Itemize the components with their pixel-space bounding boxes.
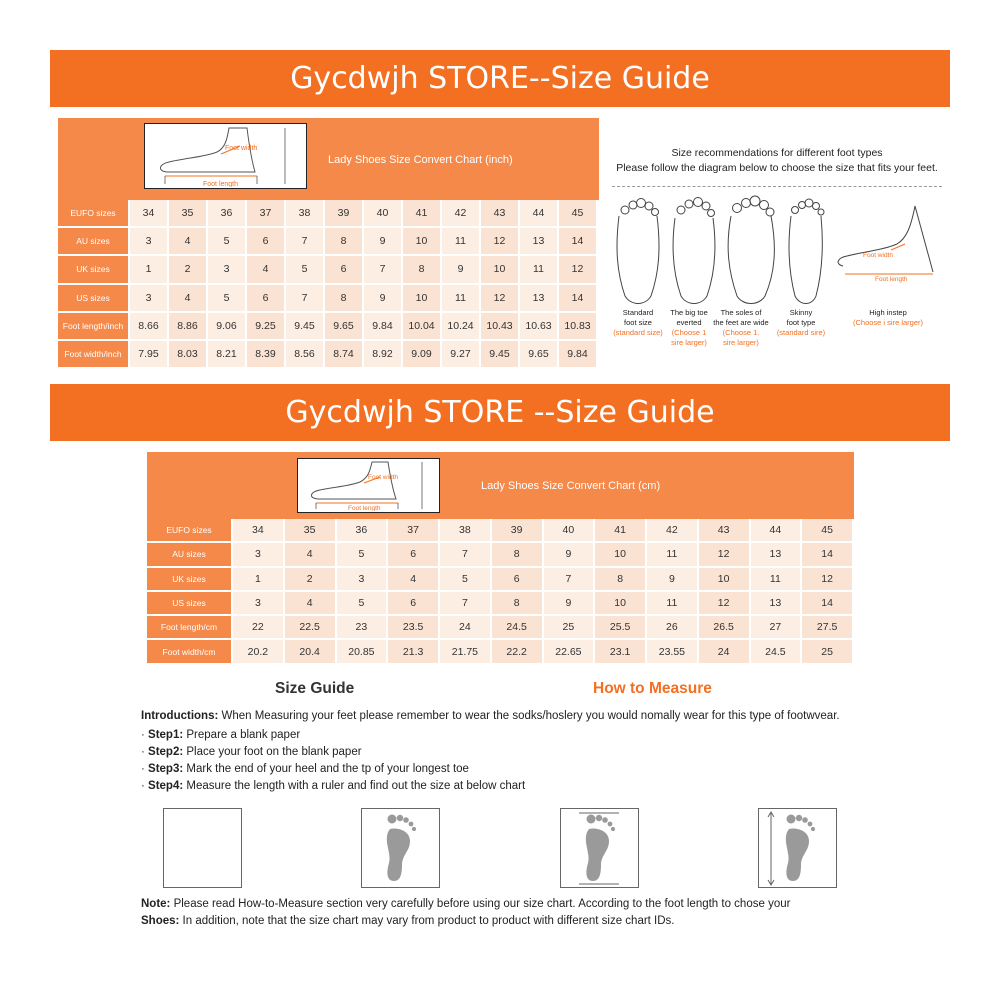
size-cell: 38 — [286, 200, 325, 228]
size-row — [147, 568, 854, 592]
size-row — [58, 228, 598, 256]
top-banner: Gycdwjh STORE--Size Guide — [50, 50, 950, 107]
ruler-measure-illustration — [758, 808, 837, 888]
size-row — [147, 640, 854, 664]
step-item: · Step3: Mark the end of your heel and the tp of your longest toe — [141, 763, 469, 775]
foot-type-label: The big toe everted (Choose 1 sire larger) — [670, 308, 708, 347]
size-cell: 10.43 — [481, 313, 520, 341]
size-cell: 14 — [559, 285, 598, 313]
size-cell: 8.86 — [169, 313, 208, 341]
size-cell: 14 — [559, 228, 598, 256]
row-label: US sizes — [58, 285, 130, 313]
size-cell: 23.55 — [647, 640, 699, 664]
size-cell: 44 — [520, 200, 559, 228]
size-cell: 3 — [233, 543, 285, 567]
size-cell: 12 — [481, 285, 520, 313]
size-cell: 21.3 — [388, 640, 440, 664]
size-cell: 9.84 — [364, 313, 403, 341]
size-cell: 26 — [647, 616, 699, 640]
size-cell: 4 — [388, 568, 440, 592]
size-cell: 13 — [751, 543, 803, 567]
size-cell: 9 — [364, 285, 403, 313]
size-cell: 8 — [492, 592, 544, 616]
size-cell: 34 — [233, 519, 285, 543]
size-cell: 14 — [802, 592, 854, 616]
size-cell: 9.06 — [208, 313, 247, 341]
size-cell: 45 — [802, 519, 854, 543]
size-cell: 10 — [595, 543, 647, 567]
size-cell: 5 — [440, 568, 492, 592]
size-cell: 39 — [492, 519, 544, 543]
size-cell: 3 — [233, 592, 285, 616]
size-cell: 8 — [403, 256, 442, 284]
size-cell: 6 — [247, 228, 286, 256]
size-cell: 3 — [208, 256, 247, 284]
size-row — [147, 592, 854, 616]
mark-heel-toe-illustration — [560, 808, 639, 888]
row-label: EUFO sizes — [58, 200, 130, 228]
size-cell: 42 — [442, 200, 481, 228]
foot-width-label: Foot width — [225, 145, 258, 152]
inch-chart-title: Lady Shoes Size Convert Chart (inch) — [328, 154, 513, 166]
size-cell: 10.63 — [520, 313, 559, 341]
size-cell: 7 — [286, 228, 325, 256]
size-cell: 39 — [325, 200, 364, 228]
size-cell: 7 — [364, 256, 403, 284]
size-cell: 3 — [337, 568, 389, 592]
size-cell: 8.66 — [130, 313, 169, 341]
size-cell: 12 — [699, 543, 751, 567]
size-cell: 11 — [647, 543, 699, 567]
row-label: AU sizes — [147, 543, 233, 567]
size-cell: 6 — [388, 592, 440, 616]
size-row — [58, 313, 598, 341]
size-cell: 1 — [130, 256, 169, 284]
middle-banner: Gycdwjh STORE --Size Guide — [50, 384, 950, 441]
size-cell: 43 — [481, 200, 520, 228]
size-cell: 23.5 — [388, 616, 440, 640]
size-cell: 40 — [544, 519, 596, 543]
size-cell: 12 — [481, 228, 520, 256]
size-cell: 5 — [337, 592, 389, 616]
size-cell: 10.04 — [403, 313, 442, 341]
introduction-text: Introductions: When Measuring your feet please remember to wear the sodks/hoslery you would nomally wear for this type of footwvear. — [141, 710, 840, 722]
size-cell: 10 — [403, 285, 442, 313]
size-cell: 22.5 — [285, 616, 337, 640]
size-cell: 22 — [233, 616, 285, 640]
size-row — [147, 543, 854, 567]
size-cell: 2 — [169, 256, 208, 284]
size-cell: 10 — [699, 568, 751, 592]
footprint-marked-icon — [561, 809, 638, 887]
recommendations-subtitle: Please follow the diagram below to choose the size that fits your feet. — [616, 162, 938, 174]
size-cell: 5 — [208, 285, 247, 313]
size-cell: 44 — [751, 519, 803, 543]
row-label: US sizes — [147, 592, 233, 616]
size-cell: 34 — [130, 200, 169, 228]
blank-paper-illustration — [163, 808, 242, 888]
big-toe-everted-icon — [673, 198, 715, 304]
size-cell: 27.5 — [802, 616, 854, 640]
size-cell: 24 — [699, 640, 751, 664]
foot-measure-diagram — [297, 458, 440, 513]
size-cell: 7 — [544, 568, 596, 592]
note-text: Note: Please read How-to-Measure section very carefully before using our size chart. According to the foot length to chose your — [141, 898, 791, 910]
size-cell: 6 — [325, 256, 364, 284]
size-cell: 4 — [285, 592, 337, 616]
size-cell: 8.92 — [364, 341, 403, 369]
size-cell: 40 — [364, 200, 403, 228]
size-cell: 42 — [647, 519, 699, 543]
size-cell: 8.56 — [286, 341, 325, 369]
size-cell: 10 — [481, 256, 520, 284]
cm-chart-title: Lady Shoes Size Convert Chart (cm) — [481, 480, 661, 492]
size-row — [58, 285, 598, 313]
size-cell: 8 — [492, 543, 544, 567]
size-cell: 8.39 — [247, 341, 286, 369]
size-cell: 7 — [440, 543, 492, 567]
foot-on-paper-illustration — [361, 808, 440, 888]
size-cell: 35 — [169, 200, 208, 228]
size-cell: 22.65 — [544, 640, 596, 664]
size-cell: 7 — [286, 285, 325, 313]
size-cell: 23.1 — [595, 640, 647, 664]
recommendations-title: Size recommendations for different foot types — [671, 147, 883, 159]
instep-foot-width-label: Foot width — [863, 252, 893, 259]
size-cell: 6 — [247, 285, 286, 313]
size-cell: 9 — [647, 568, 699, 592]
size-cell: 8.03 — [169, 341, 208, 369]
cm-chart-header — [147, 452, 854, 519]
size-cell: 4 — [169, 228, 208, 256]
size-cell: 25 — [802, 640, 854, 664]
how-to-measure-heading: How to Measure — [593, 680, 712, 697]
size-cell: 3 — [130, 228, 169, 256]
size-cell: 21.75 — [440, 640, 492, 664]
size-cell: 5 — [208, 228, 247, 256]
wide-sole-icon — [728, 196, 774, 304]
size-cell: 24.5 — [751, 640, 803, 664]
size-cell: 10 — [595, 592, 647, 616]
size-cell: 38 — [440, 519, 492, 543]
size-cell: 37 — [388, 519, 440, 543]
size-cell: 9.45 — [481, 341, 520, 369]
size-cell: 4 — [247, 256, 286, 284]
size-cell: 20.85 — [337, 640, 389, 664]
size-cell: 9.65 — [520, 341, 559, 369]
size-cell: 4 — [285, 543, 337, 567]
size-cell: 10 — [403, 228, 442, 256]
size-cell: 9.09 — [403, 341, 442, 369]
size-cell: 24.5 — [492, 616, 544, 640]
size-cell: 13 — [520, 228, 559, 256]
size-cell: 12 — [802, 568, 854, 592]
step-item: · Step2: Place your foot on the blank paper — [141, 746, 362, 758]
row-label: UK sizes — [147, 568, 233, 592]
skinny-foot-icon — [789, 199, 824, 304]
size-cell: 10.83 — [559, 313, 598, 341]
size-cell: 9.84 — [559, 341, 598, 369]
foot-type-label: Skinny foot type (standard sire) — [776, 308, 826, 337]
size-row — [147, 616, 854, 640]
size-cell: 41 — [403, 200, 442, 228]
size-cell: 9 — [364, 228, 403, 256]
row-label: EUFO sizes — [147, 519, 233, 543]
size-cell: 25.5 — [595, 616, 647, 640]
inch-size-table — [58, 200, 598, 369]
size-cell: 36 — [208, 200, 247, 228]
row-label: Foot width/inch — [58, 341, 130, 369]
divider — [612, 186, 942, 187]
cm-size-table — [147, 519, 854, 665]
size-cell: 11 — [751, 568, 803, 592]
size-cell: 9 — [544, 592, 596, 616]
size-row — [58, 341, 598, 369]
size-cell: 11 — [520, 256, 559, 284]
foot-type-label: High instep (Choose i sire larger) — [852, 308, 924, 327]
size-cell: 37 — [247, 200, 286, 228]
foot-side-icon — [145, 124, 305, 187]
size-cell: 9 — [442, 256, 481, 284]
size-cell: 10.24 — [442, 313, 481, 341]
size-row — [58, 256, 598, 284]
inch-chart-header — [58, 118, 599, 200]
size-cell: 6 — [492, 568, 544, 592]
size-cell: 8.21 — [208, 341, 247, 369]
row-label: Foot length/cm — [147, 616, 233, 640]
size-cell: 25 — [544, 616, 596, 640]
size-cell: 1 — [233, 568, 285, 592]
size-cell: 2 — [285, 568, 337, 592]
size-row — [58, 200, 598, 228]
size-cell: 7.95 — [130, 341, 169, 369]
size-cell: 5 — [337, 543, 389, 567]
size-cell: 9.27 — [442, 341, 481, 369]
footprint-icon — [362, 809, 439, 887]
size-cell: 13 — [520, 285, 559, 313]
size-cell: 24 — [440, 616, 492, 640]
foot-length-label: Foot length — [203, 181, 239, 187]
foot-type-label: The soles of the feet are wide (Choose 1. sire larger) — [713, 308, 769, 347]
size-cell: 9.25 — [247, 313, 286, 341]
size-cell: 8.74 — [325, 341, 364, 369]
foot-type-label: Standard foot size (standard size) — [613, 308, 663, 337]
size-cell: 11 — [442, 228, 481, 256]
instep-foot-length-label: Foot length — [875, 276, 908, 283]
foot-width-label: Foot width — [368, 474, 398, 481]
size-cell: 36 — [337, 519, 389, 543]
size-cell: 12 — [559, 256, 598, 284]
size-cell: 11 — [647, 592, 699, 616]
size-cell: 6 — [388, 543, 440, 567]
footprint-ruler-icon — [759, 809, 836, 887]
size-cell: 3 — [130, 285, 169, 313]
size-cell: 9 — [544, 543, 596, 567]
shoes-note-text: Shoes: In addition, note that the size chart may vary from product to product with different size chart IDs. — [141, 915, 675, 927]
size-cell: 26.5 — [699, 616, 751, 640]
size-guide-heading: Size Guide — [275, 680, 355, 697]
foot-types-illustration — [605, 188, 950, 308]
size-cell: 43 — [699, 519, 751, 543]
row-label: Foot width/cm — [147, 640, 233, 664]
size-cell: 22.2 — [492, 640, 544, 664]
row-label: Foot length/inch — [58, 313, 130, 341]
size-cell: 7 — [440, 592, 492, 616]
standard-foot-icon — [617, 199, 659, 304]
size-cell: 11 — [442, 285, 481, 313]
size-cell: 8 — [325, 228, 364, 256]
size-cell: 9.45 — [286, 313, 325, 341]
step-item: · Step1: Prepare a blank paper — [141, 729, 301, 741]
size-cell: 20.2 — [233, 640, 285, 664]
row-label: UK sizes — [58, 256, 130, 284]
size-cell: 8 — [325, 285, 364, 313]
size-cell: 14 — [802, 543, 854, 567]
size-cell: 41 — [595, 519, 647, 543]
row-label: AU sizes — [58, 228, 130, 256]
size-cell: 27 — [751, 616, 803, 640]
size-cell: 4 — [169, 285, 208, 313]
size-cell: 5 — [286, 256, 325, 284]
high-instep-icon — [838, 206, 933, 274]
foot-side-icon — [298, 459, 438, 511]
size-cell: 8 — [595, 568, 647, 592]
size-row — [147, 519, 854, 543]
size-cell: 35 — [285, 519, 337, 543]
foot-measure-diagram — [144, 123, 307, 189]
size-cell: 13 — [751, 592, 803, 616]
size-cell: 45 — [559, 200, 598, 228]
size-cell: 12 — [699, 592, 751, 616]
size-cell: 9.65 — [325, 313, 364, 341]
step-item: · Step4: Measure the length with a ruler and find out the size at below chart — [141, 780, 526, 792]
size-cell: 20.4 — [285, 640, 337, 664]
size-cell: 23 — [337, 616, 389, 640]
foot-length-label: Foot length — [348, 505, 381, 511]
